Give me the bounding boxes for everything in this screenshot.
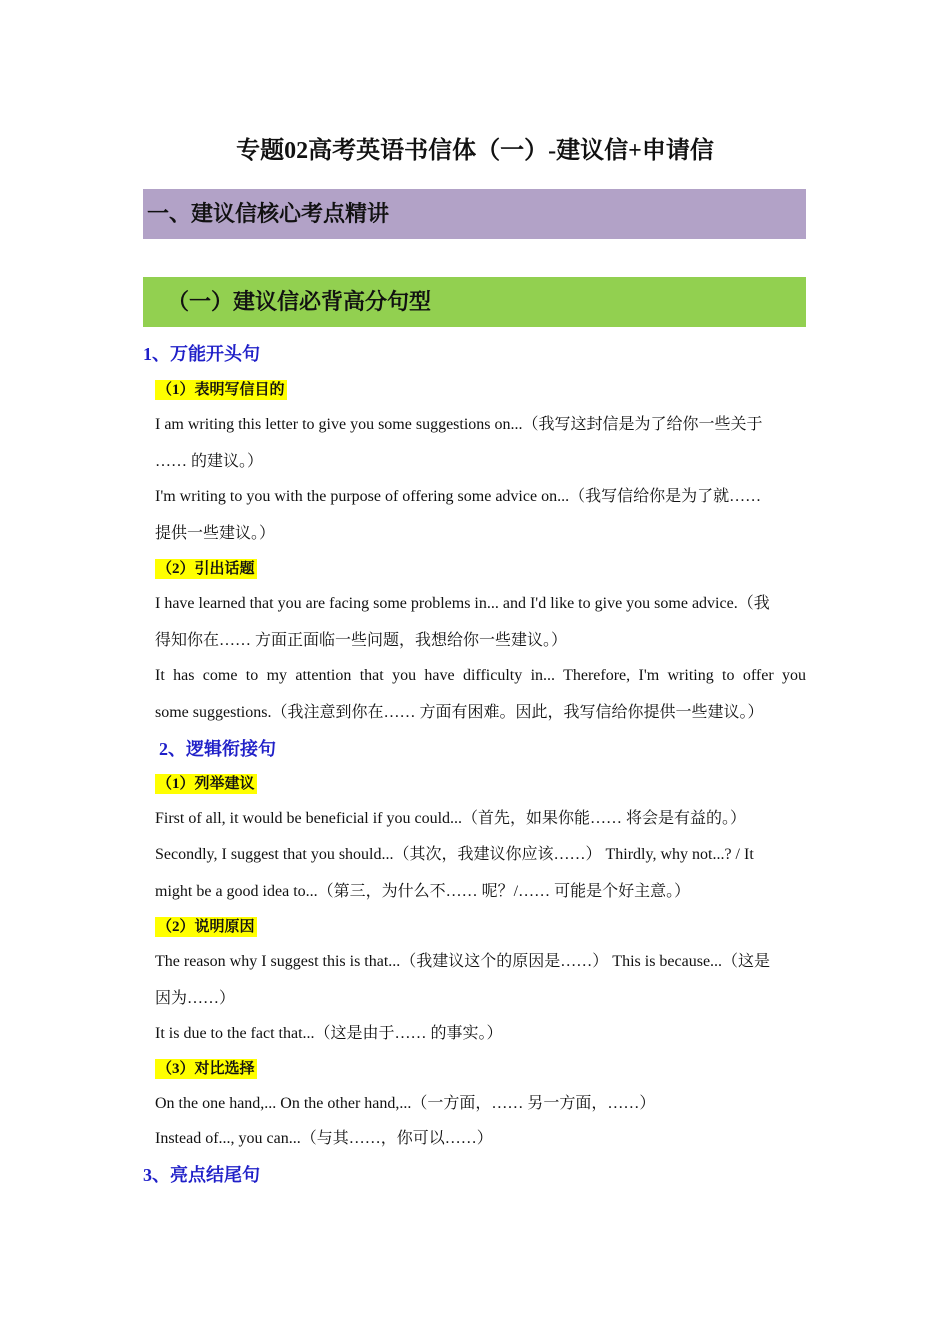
text-line: Secondly, I suggest that you should...（其次，我建议你应该……） Thirdly, why not...? / It <box>155 846 754 863</box>
text-line: On the one hand,... On the other hand,...（一方面，…… 另一方面，……） <box>155 1095 656 1112</box>
text-line: some suggestions.（我注意到你在…… 方面有困难。因此，我写信给你提供一些建议。） <box>155 704 764 721</box>
text-line: It has come to my attention that you have difficulty in... Therefore, I'm writing to offer you <box>155 667 806 684</box>
tag-contrast-choice: （3）对比选择 <box>157 1061 255 1077</box>
tag-state-purpose: （1）表明写信目的 <box>157 382 285 398</box>
text-line: First of all, it would be beneficial if you could...（首先，如果你能…… 将会是有益的。） <box>155 810 747 827</box>
subsection-heading-sentence-patterns: （一）建议信必背高分句型 <box>143 277 806 327</box>
text-line: 因为……） <box>155 990 236 1007</box>
text-line: might be a good idea to...（第三，为什么不…… 呢？/…… 可能是个好主意。） <box>155 883 691 900</box>
text-line: The reason why I suggest this is that...（我建议这个的原因是……） This is because...（这是 <box>155 953 771 970</box>
text-line: I have learned that you are facing some problems in... and I'd like to give you some advice.（我 <box>155 595 770 612</box>
document-title: 专题02高考英语书信体（一）-建议信+申请信 <box>236 138 714 164</box>
tag-explain-reasons: （2）说明原因 <box>157 919 255 935</box>
heading-opening-sentences: 1、万能开头句 <box>143 344 260 364</box>
text-line: I'm writing to you with the purpose of offering some advice on...（我写信给你是为了就…… <box>155 488 762 505</box>
text-line: I am writing this letter to give you some suggestions on...（我写这封信是为了给你一些关于 <box>155 416 763 433</box>
heading-logic-transitions: 2、逻辑衔接句 <box>159 739 276 759</box>
heading-closing-sentences: 3、亮点结尾句 <box>143 1165 260 1185</box>
text-line: Instead of..., you can...（与其……，你可以……） <box>155 1130 493 1147</box>
text-line: It is due to the fact that...（这是由于…… 的事实。） <box>155 1025 503 1042</box>
text-line: 得知你在…… 方面正面临一些问题，我想给你一些建议。） <box>155 632 568 649</box>
tag-introduce-topic: （2）引出话题 <box>157 561 255 577</box>
section-heading-core-points: 一、建议信核心考点精讲 <box>143 189 806 239</box>
text-line: …… 的建议。） <box>155 453 264 470</box>
text-line: 提供一些建议。） <box>155 525 276 542</box>
tag-list-suggestions: （1）列举建议 <box>157 776 255 792</box>
